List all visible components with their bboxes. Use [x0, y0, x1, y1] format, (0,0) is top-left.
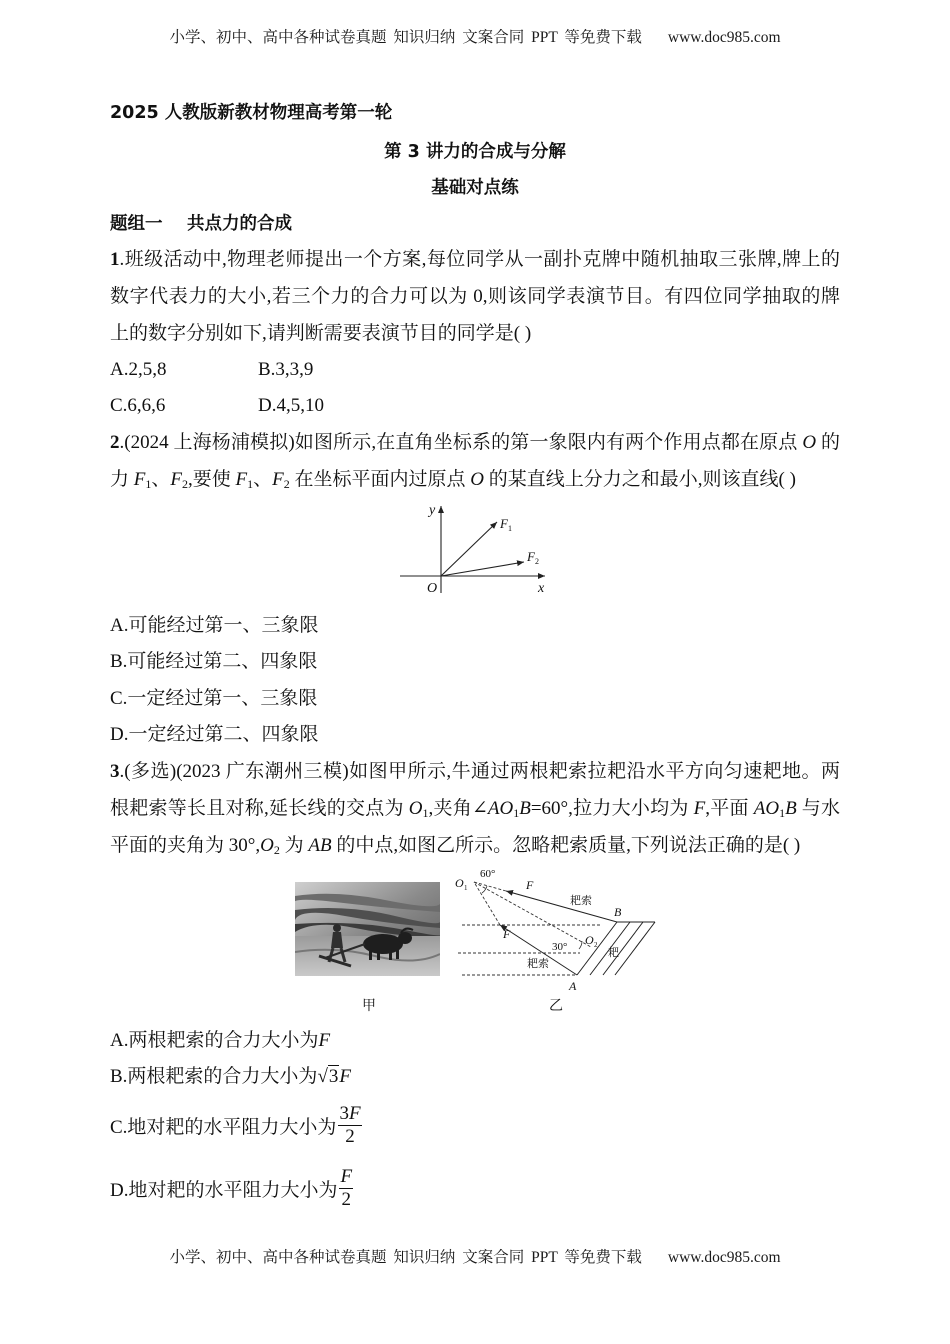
- ox-leg: [377, 949, 380, 960]
- question-text: 在坐标平面内过原点: [289, 469, 471, 490]
- page-footer: [0, 1248, 950, 1268]
- f2-label: F: [527, 549, 535, 564]
- page-header: [0, 28, 950, 48]
- upper-force-label: F: [526, 878, 534, 892]
- subscript: 1: [145, 477, 152, 491]
- x-axis-label: x: [538, 581, 545, 596]
- subscript: 1: [513, 806, 520, 820]
- upper-rope-force: [506, 891, 617, 922]
- ox-leg: [369, 948, 372, 960]
- math-symbol: F: [348, 1102, 361, 1124]
- angle-60-label: 60°: [480, 868, 496, 880]
- math-symbol: AB: [308, 835, 332, 856]
- subscript: 2: [283, 477, 290, 491]
- upper-rope-label: 耙索: [570, 894, 592, 907]
- subscript: 1: [247, 477, 254, 491]
- math-symbol: F: [339, 1066, 351, 1087]
- math-symbol: O: [260, 835, 274, 856]
- question-text: 根耙索等长且对称,延长线的交点为: [110, 798, 409, 819]
- f1-label: F: [500, 516, 508, 531]
- q3-line-1: [110, 762, 840, 782]
- question-text: .(2024 上海杨浦模拟)如图所示,在直角坐标系的第一象限内有两个作用点都在原点: [119, 432, 803, 453]
- subscript: 2: [273, 843, 280, 857]
- radical-sign: √: [317, 1066, 328, 1087]
- math-symbol: F: [235, 469, 248, 490]
- q2-option-d: D.一定经过第二、四象限: [110, 724, 319, 745]
- q3-line-2: [110, 799, 840, 823]
- header-text: 小学、初中、高中各种试卷真题 知识归纳 文案合同 PPT 等免费下载: [169, 29, 642, 46]
- harrow-rope-diagram: [448, 865, 663, 995]
- question-text: ,夹角∠: [428, 798, 488, 819]
- q2-option-c: C.一定经过第一、三象限: [110, 688, 318, 709]
- angle-30-label: 30°: [552, 941, 568, 953]
- question-number: 1: [110, 249, 120, 270]
- o1-subscript: 1: [464, 884, 468, 892]
- o2-subscript: 2: [594, 941, 598, 949]
- q1-option-c: C.6,6,6: [110, 395, 166, 416]
- math-symbol: F: [133, 469, 146, 490]
- subscript: 1: [422, 806, 429, 820]
- o2-label: O: [585, 933, 594, 947]
- group-label: 题组一: [110, 214, 163, 234]
- point-b-label: B: [614, 905, 622, 919]
- question-text: .(多选)(2023 广东潮州三模)如图甲所示,牛通过两根耙索拉耙沿水平方向匀速耙地。两: [119, 761, 840, 782]
- lesson-title: 第 3 讲力的合成与分解: [384, 142, 566, 162]
- fraction-numerator: [338, 1104, 361, 1126]
- option-text: A.两根耙索的合力大小为: [110, 1030, 319, 1051]
- point-a-label: A: [569, 979, 577, 993]
- math-symbol: O: [408, 798, 423, 819]
- y-axis-label: y: [429, 503, 436, 518]
- document-title: 2025 人教版新教材物理高考第一轮: [110, 103, 393, 123]
- option-text: B.两根耙索的合力大小为: [110, 1066, 318, 1087]
- footer-url: www.doc985.com: [667, 1249, 781, 1266]
- numerator-coefficient: 3: [339, 1102, 349, 1124]
- math-symbol: B: [519, 798, 531, 819]
- radicand: 3: [328, 1066, 339, 1087]
- math-symbol: F: [693, 798, 706, 819]
- o1-label: O: [455, 876, 464, 890]
- lower-force-label: F: [503, 927, 511, 941]
- diagram-caption: 乙: [549, 998, 563, 1014]
- ox-leg: [396, 947, 399, 959]
- question-number: 3: [110, 761, 120, 782]
- option-text: D.地对耙的水平阻力大小为: [110, 1179, 338, 1201]
- math-symbol: AO: [753, 798, 780, 819]
- subscript: 2: [182, 477, 188, 491]
- question-text: 、: [253, 469, 273, 490]
- math-symbol: B: [785, 798, 797, 819]
- header-url: www.doc985.com: [667, 29, 781, 46]
- q1-line-3: 上的数字分别如下,请判断需要表演节目的同学是( ): [110, 323, 532, 344]
- fraction-numerator: F: [340, 1165, 353, 1187]
- q2-line-2: [110, 470, 840, 494]
- math-symbol: F: [170, 469, 182, 490]
- q2-line-1: [110, 433, 840, 453]
- question-text: 、: [151, 469, 171, 490]
- ox-plowing-photo: [295, 882, 440, 976]
- q3-option-d: [110, 1165, 353, 1210]
- ox-leg: [389, 949, 392, 960]
- fraction: [338, 1104, 361, 1147]
- math-symbol: F: [318, 1030, 331, 1051]
- question-text: 的: [816, 432, 840, 453]
- farmer-body: [331, 932, 343, 948]
- question-text: 的中点,如图乙所示。忽略耙索质量,下列说法正确的是( ): [331, 835, 801, 856]
- option-text: C.地对耙的水平阻力大小为: [110, 1116, 337, 1138]
- ox-head: [398, 932, 412, 944]
- q3-option-c: [110, 1102, 362, 1147]
- photo-caption: 甲: [362, 998, 376, 1014]
- farmer-head: [333, 924, 341, 932]
- q1-line-2: 数字代表力的大小,若三个力的合力可以为 0,则该同学表演节目。有四位同学抽取的牌: [110, 286, 840, 307]
- q1-line-1: [110, 250, 840, 270]
- question-text: ,平面: [705, 798, 754, 819]
- question-text: ,要使: [188, 469, 236, 490]
- math-symbol: F: [272, 469, 284, 490]
- math-symbol: AO: [487, 798, 514, 819]
- harrow-stripe: [615, 922, 655, 975]
- question-text: 与水: [796, 798, 840, 819]
- subscript: 1: [779, 806, 786, 820]
- angle-30-arc: [579, 941, 582, 949]
- origin-label: O: [427, 581, 438, 596]
- question-text: 平面的夹角为 30°,: [110, 835, 261, 856]
- question-text: =60°,拉力大小均为: [530, 798, 694, 819]
- math-symbol: O: [470, 469, 484, 490]
- coordinate-force-diagram: [395, 498, 555, 598]
- lower-rope-label: 耙索: [527, 957, 549, 970]
- f1-subscript: 1: [508, 524, 512, 533]
- q1-option-b: B.3,3,9: [258, 359, 314, 380]
- q3-option-a: [110, 1031, 330, 1051]
- q3-line-3: [110, 836, 840, 860]
- footer-text: 小学、初中、高中各种试卷真题 知识归纳 文案合同 PPT 等免费下载: [169, 1249, 642, 1266]
- harrow-label: 耙: [608, 946, 619, 959]
- question-text: .班级活动中,物理老师提出一个方案,每位同学从一副扑克牌中随机抽取三张牌,牌上的: [119, 249, 840, 270]
- math-symbol: O: [802, 432, 817, 453]
- question-text: 力: [110, 469, 134, 490]
- question-number: 2: [110, 432, 120, 453]
- fraction: [339, 1167, 353, 1210]
- fraction-denominator: 2: [345, 1125, 355, 1147]
- section-title: 基础对点练: [431, 178, 519, 198]
- q2-option-b: B.可能经过第二、四象限: [110, 651, 318, 672]
- q2-option-a: A.可能经过第一、三象限: [110, 615, 319, 636]
- group-title: 共点力的合成: [187, 214, 292, 234]
- fraction-denominator: 2: [341, 1188, 352, 1210]
- question-text: 为: [279, 835, 309, 856]
- q1-option-a: A.2,5,8: [110, 359, 167, 380]
- q3-option-b: [110, 1067, 351, 1087]
- f2-subscript: 2: [535, 557, 539, 566]
- q1-option-d: D.4,5,10: [258, 395, 324, 416]
- question-text: 的某直线上分力之和最小,则该直线( ): [484, 469, 796, 490]
